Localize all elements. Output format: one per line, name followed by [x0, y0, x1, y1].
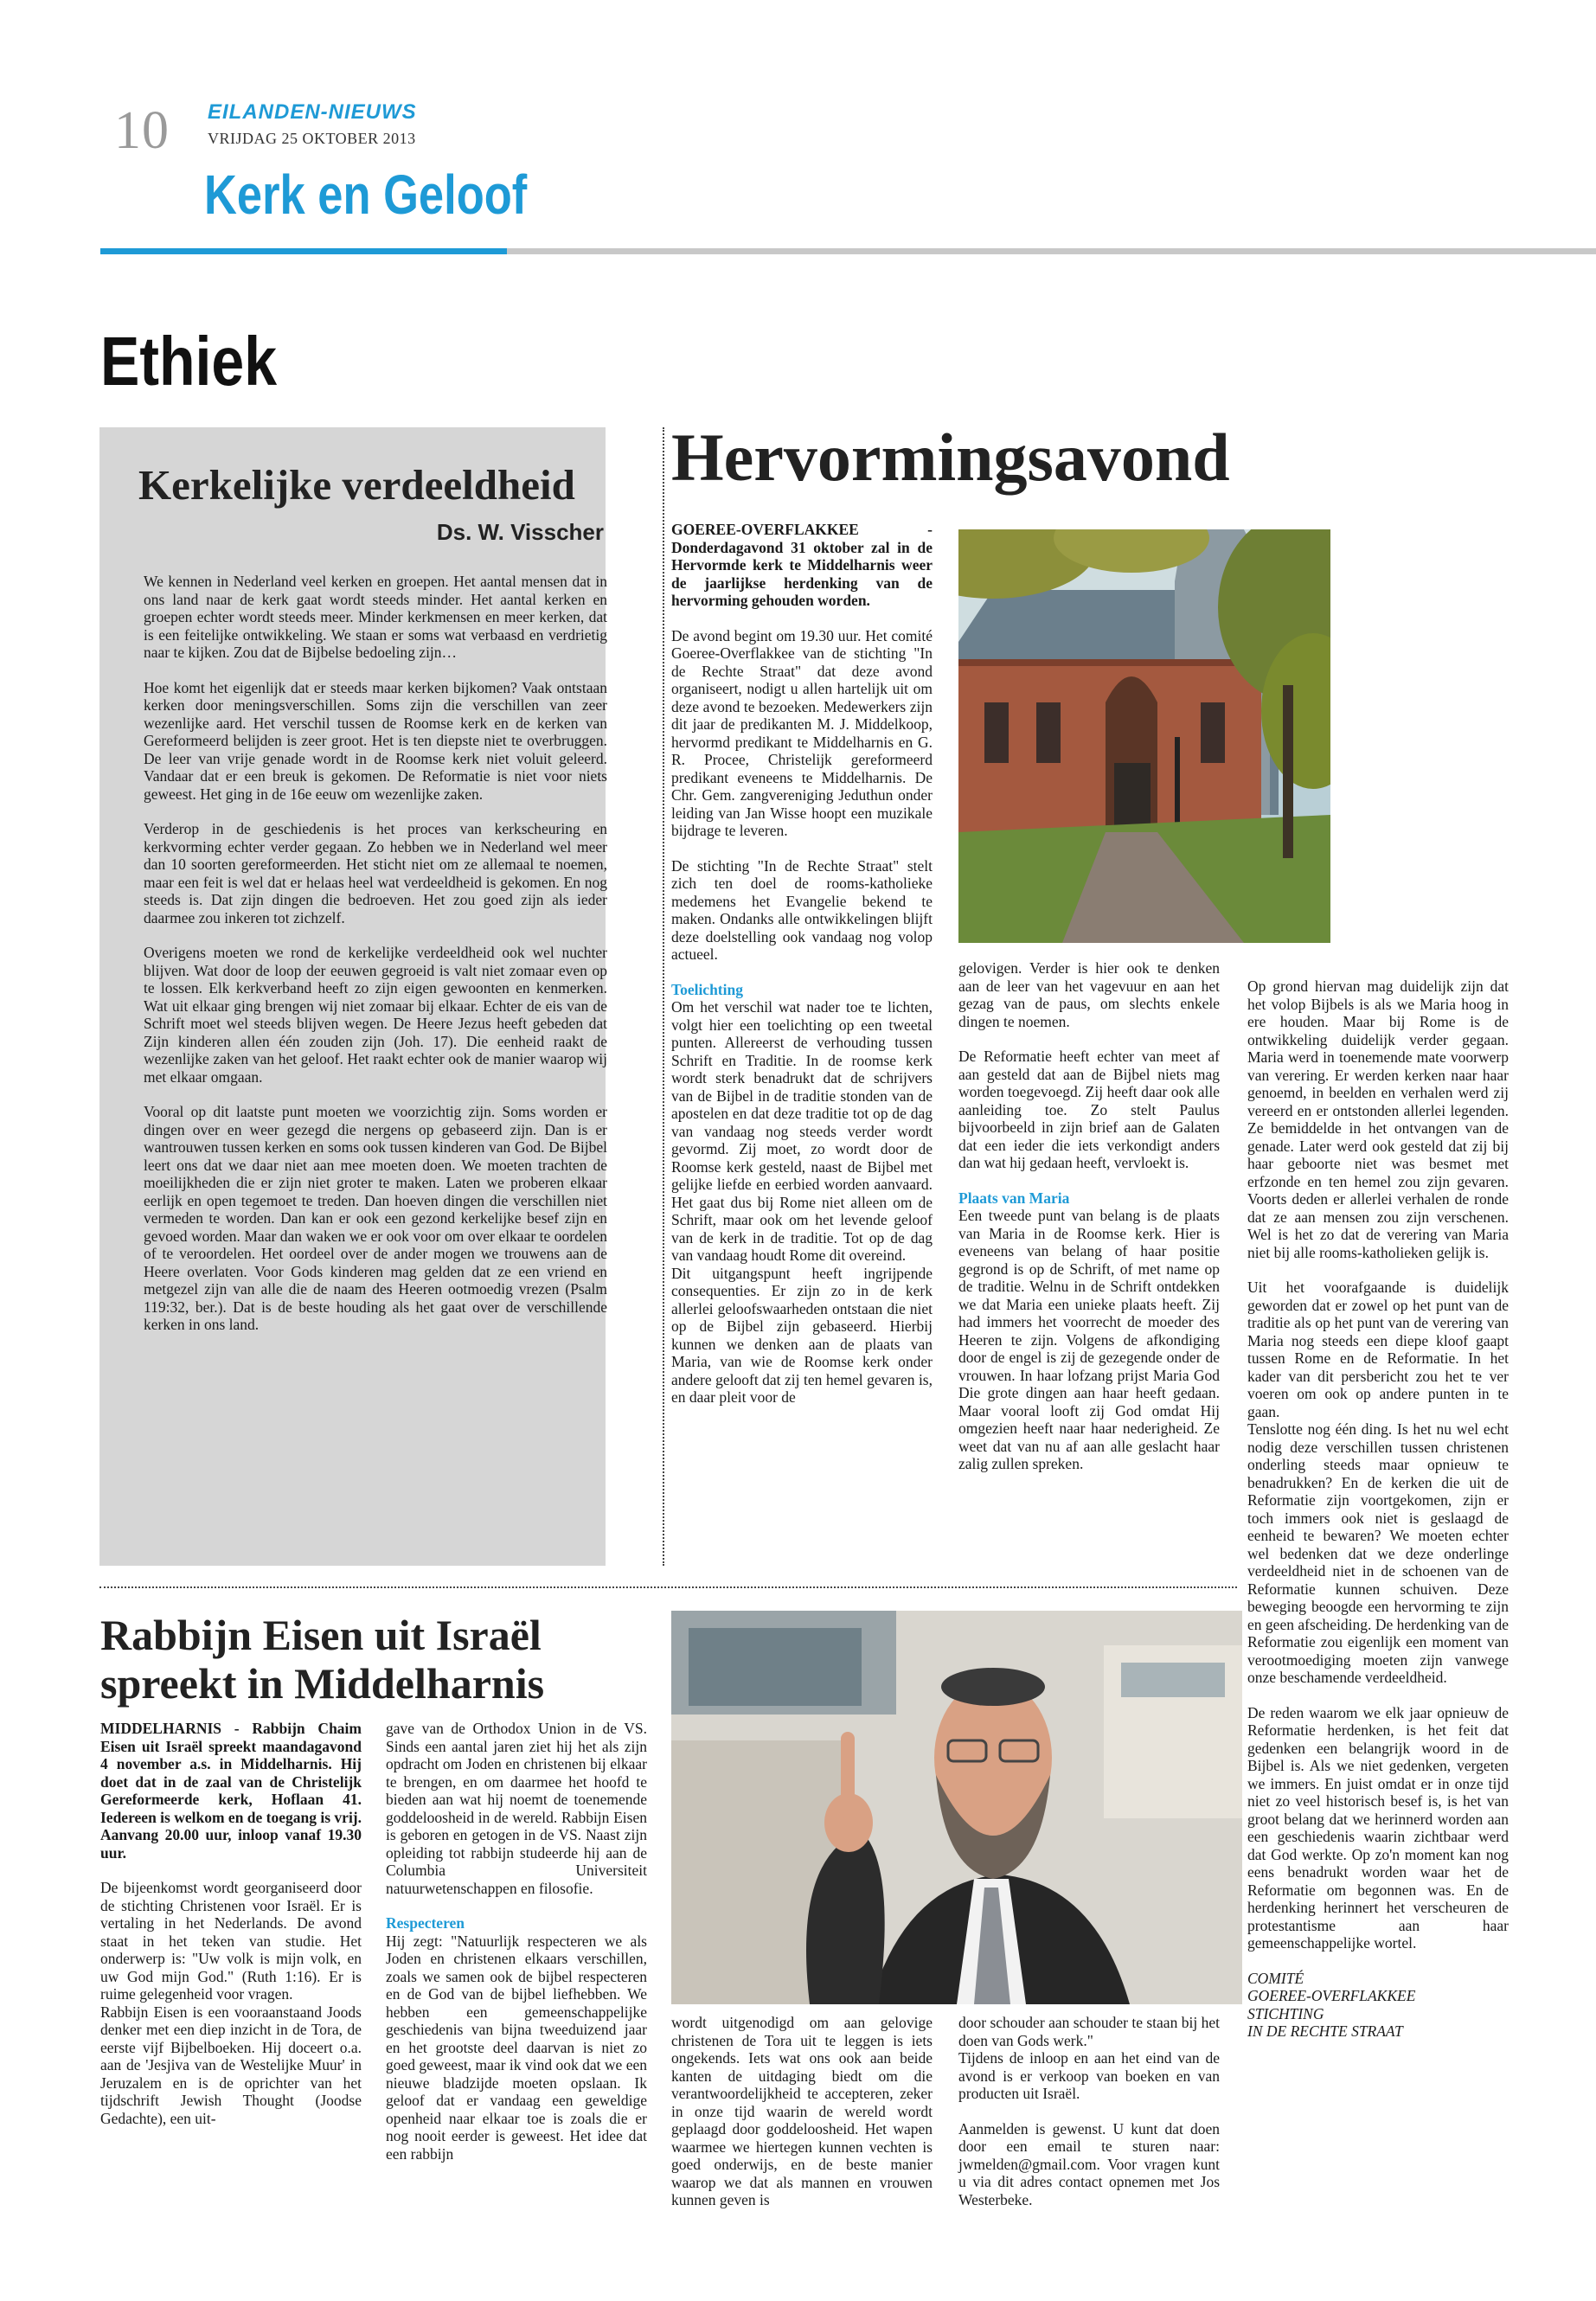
article-paragraph: De reden waarom we elk jaar opnieuw de Reformatie herdenken, is het feit dat gedenken een belangrijk woord in de Bijbel is. Als we niet gedenken, vergeten we immers. En juist omdat er in onze tijd niet zo veel historisch besef is, is het van groot belang dat we herinnerd worden aan een geschiedenis waarin zichtbaar werd dat God werkte. Op zo'n moment kan nog eens benadrukt worden waar het de Reformatie om begonnen was. En de herdenking herinnert het verscheuren de protestantisme aan haar gemeenschappelijke wortel. — [1247, 1703, 1509, 1952]
essay-paragraph: Overigens moeten we rond de kerkelijke verdeeldheid ook wel nuchter blijven. Wat door de loop der eeuwen gegroeid is valt niet zomaar even op te lossen. Elk kerkverband heeft zo zijn eigen gewoonten en kenmerken. Wat uit elkaar ging brengen wij niet zomaar bij elkaar. Echter de eis van de Schrift moet wel steeds blijven wegen. De Heere Jezus heeft gebeden dat Zijn kinderen allen één zouden zijn (Joh. 17). Die eenheid raakt de wezenlijke zaken van het geloof. Het raakt echter ook de manier waarop wij met elkaar omgaan. — [144, 944, 607, 1086]
article-paragraph: Om het verschil wat nader toe te lichten, volgt hier een toelichting op een tweetal punten. Allereerst de verhouding tussen Schrift en Traditie. In de roomse kerk wordt sterk benadrukt dat de schrijvers van de Bijbel in de traditie stonden van de apostelen en dat deze traditie tot op de dag van vandaag nog steeds verder wordt gevormd. Zij moet, zo wordt door de Roomse kerk gesteld, naast de Bijbel met gelijke liefde en eerbied worden aanvaard. Het gaat dus bij Rome niet alleen om de Schrift, maar ook om het levende geloof van de kerk in de traditie. Tot op de dag van vandaag houdt Rome dit overeind. — [671, 998, 933, 1264]
section-title: Kerk en Geloof — [204, 163, 528, 226]
article-paragraph: gelovigen. Verder is hier ook te denken aan de leer van het vagevuur en aan het gezag van de paus, om slechts enkele dingen te noemen. — [958, 959, 1220, 1030]
essay-author: Ds. W. Visscher — [436, 519, 604, 545]
article-paragraph: door schouder aan schouder te staan bij het doen van Gods werk." — [958, 2014, 1220, 2049]
rabbijn-column-3 — [671, 2014, 933, 2227]
column-divider — [663, 427, 664, 1566]
subheading: Toelichting — [671, 980, 743, 998]
essay-paragraph: Verderop in de geschiedenis is het proces van kerkscheuring en kerkvorming echter verder gegaan. Zo hebben we in Nederland wel meer dan 10 soorten gereformeerden. Het sticht niet om ze allemaal te noemen, maar een feit is wel dat er helaas heel wat verdeeldheid is gekomen. En nog steeds is. Dat zijn dingen die bedroeven. Het zou goed zijn als ieder daarmee zou inkeren tot zichzelf. — [144, 820, 607, 926]
signature-line: IN DE RECHTE STRAAT — [1247, 2022, 1403, 2040]
essay-paragraph: Hoe komt het eigenlijk dat er steeds maar kerken bijkomen? Vaak ontstaan kerken door meningsverschillen. Soms zijn die verschillen van zeer wezenlijke aard. Het verschil tussen de Roomse kerk en de kerken van Gereformeerd belijden is zeer groot. Het is ten diepste niet te overbruggen. De leer van vrije genade wordt in de Roomse kerk niet voluit geleerd. Vandaar dat er een breuk is gekomen. De Reformatie is niet voor niets geweest. Het ging in de 16e eeuw om wezenlijke zaken. — [144, 678, 607, 803]
signature-line: GOEREE-OVERFLAKKEE — [1247, 1987, 1416, 2004]
rabbijn-column-2 — [386, 1720, 647, 2163]
rabbijn-column-4 — [958, 2014, 1220, 2226]
article-paragraph: Rabbijn Eisen is een vooraanstaand Joods denker met een diep inzicht in de Tora, de eerste vijf Bijbelboeken. Hij doceert o.a. aan de 'Jesjiva van de Westelijke Muur' in Jeruzalem en is de oprichter van het tijdschrift Jewish Thought (Joodse Gedachte), een uit- — [100, 2003, 362, 2127]
article-signature — [1247, 1970, 1509, 2041]
hervorming-column-1 — [671, 521, 933, 1407]
essay-paragraph: We kennen in Nederland veel kerken en groepen. Het aantal mensen dat in ons land naar de kerk gaat wordt steeds minder. Het aantal kerken en groepen echter wordt steeds meer. Minder kerkmensen en meer kerken, dat is een feitelijke ontwikkeling. We staan er soms wat verbaasd en verdrietig naar te kijken. Zou dat de Bijbelse bedoeling zijn… — [144, 573, 607, 661]
essay-title: Kerkelijke verdeeldheid — [138, 461, 575, 509]
article-paragraph: gave van de Orthodox Union in de VS. Sinds een aantal jaren ziet hij het als zijn opdracht om Joden en christenen bij elkaar te brengen, en om daarmee het hoofd te bieden aan wat hij noemt de toenemende goddeloosheid in de wereld. Rabbijn Eisen is geboren en getogen in de VS. Naast zijn opleiding tot rabbijn studeerde hij aan de Columbia Universiteit natuurwetenschappen en filosofie. — [386, 1720, 647, 1897]
publication-date: VRIJDAG 25 OKTOBER 2013 — [208, 130, 416, 147]
article-paragraph: De stichting "In de Rechte Straat" stelt zich ten doel de rooms-katholieke medemens het Evangelie bekend te maken. Ondanks alle ontwikkelingen blijft deze doelstelling ook vandaag nog volop actueel. — [671, 856, 933, 963]
column-title: Ethiek — [100, 323, 278, 400]
article-paragraph: De bijeenkomst wordt georganiseerd door de stichting Christenen voor Israël. Er is vertaling in het Nederlands. De avond staat in het teken van studie. Het onderwerp is: "Uw volk is mijn volk, en uw God mijn God." (Ruth 1:16). Er is ruime gelegenheid voor vragen. — [100, 1879, 362, 2003]
section-rule-accent — [100, 248, 507, 254]
article-paragraph: Tenslotte nog één ding. Is het nu wel echt nodig deze verschillen tussen christenen onderling steeds maar opnieuw te benadrukken? En de kerken die uit de Reformatie zijn voortgekomen, zijn er toch immers ook niet is geslaagd de eenheid te bewaren? We moeten echter wel bedenken dat we deze onderlinge verdeeldheid niet in de schoenen van de Reformatie kunnen schuiven. Deze beweging beoogde een hervorming te zijn en geen afscheiding. De herdenking van de Reformatie zou eigenlijk een moment van verootmoediging moeten zijn vanwege onze beschamende verdeeldheid. — [1247, 1420, 1509, 1686]
article-divider — [99, 1586, 1237, 1588]
article-headline: Rabbijn Eisen uit Israël spreekt in Middelharnis — [100, 1611, 545, 1708]
article-headline: Hervormingsavond — [671, 420, 1230, 495]
hervorming-column-3 — [1247, 977, 1509, 2041]
article-paragraph: De avond begint om 19.30 uur. Het comité Goeree-Overflakkee van de stichting "In de Rechte Straat" dat deze avond organiseert, nodigt u allen hartelijk uit om deze avond te bezoeken. Medewerkers zijn dit jaar de predikanten M. J. Middelkoop, hervormd predikant te Middelharnis en G. R. Procee, Christelijk gereformeerd predikant eveneens te Middelharnis. De Chr. Gem. zangvereniging Jeduthun onder leiding van Jan Wisse hoopt een muzikale bijdrage te leveren. — [671, 626, 933, 839]
article-paragraph: Aanmelden is gewenst. U kunt dat doen door een email te sturen naar: jwmelden@gmail.com. Voor vragen kunt u via dit adres contact opnemen met Jos Westerbeke. — [958, 2119, 1220, 2208]
page-number: 10 — [114, 101, 170, 160]
article-paragraph: wordt uitgenodigd om aan gelovige christenen de Tora uit te leggen is iets ongekends. Iets wat ons ook aan beide kanten de uitdaging biedt om die verantwoordelijkheid te accepteren, zeker in onze tijd waarin de wereld wordt geplaagd door goddeloosheid. Het wapen waarmee we hiertegen kunnen vechten is goed onderwijs, en de beste manier waarop we dat als mannen en vrouwen kunnen geven is — [671, 2014, 933, 2208]
article-paragraph: Dit uitgangspunt heeft ingrijpende consequenties. Er zijn zo in de kerk allerlei geloofswaarheden ontstaan die niet op de Bijbel zijn gebaseerd. Hierbij kunnen we denken aan de plaats van Maria, van wie de Roomse kerk onder andere gelooft dat zij ten hemel gevaren is, en daar pleit voor de — [671, 1264, 933, 1406]
article-paragraph: Tijdens de inloop en aan het eind van de avond is er verkoop van boeken en van producten uit Israël. — [958, 2049, 1220, 2102]
article-paragraph: Op grond hiervan mag duidelijk zijn dat het volop Bijbels is als we Maria hoog in ere houden. Maar bij Rome is de ontwikkeling duidelijk verder gegaan. Maria werd in toenemende mate voorwerp van verering. Er werden kerken naar haar genoemd, in beelden en verhalen werd zij vereerd en er ontstonden allerlei legenden. Ze bemiddelde in het ontvangen van de genade. Later werd ook gesteld dat zij bij haar geboorte niet was besmet met erfzonde en ten hemel zou zijn gevaren. Voorts deden er allerlei verhalen de ronde dat ze aan mensen zou zijn verschenen. Wel is het zo dat de verering van Maria niet bij alle rooms-katholieken gelijk is. — [1247, 977, 1509, 1261]
article-lead: MIDDELHARNIS - Rabbijn Chaim Eisen uit Israël spreekt maandagavond 4 november a.s. in Middelharnis. Hij doet dat in de zaal van de Christelijk Gereformeerde kerk, Hoflaan 41. Iedereen is welkom en de toegang is vrij. Aanvang 20.00 uur, inloop vanaf 19.30 uur. — [100, 1720, 362, 1862]
article-paragraph: Hij zegt: "Natuurlijk respecteren we als Joden en christenen elkaars verschillen, zoals we samen ook de bijbel respecteren en de God van de bijbel liefhebben. We hebben een gemeenschappelijke geschiedenis van bijna tweeduizend jaar en het grootste deel daarvan is niet zo goed geweest, maar ik vind ook dat we een nieuwe bladzijde moeten opslaan. Ik geloof dat er vandaag een geweldige openheid naar elkaar toe is zoals die er nog nooit eerder is geweest. Het idee dat een rabbijn — [386, 1932, 647, 2163]
article-paragraph: Uit het voorafgaande is duidelijk geworden dat er zowel op het punt van de traditie als op het punt van de verering van Maria nog steeds een diepe kloof gaapt tussen Rome en de Reformatie. In het kader van dit persbericht zou het te ver voeren om ook op andere punten in te gaan. — [1247, 1279, 1509, 1420]
essay-paragraph: Vooral op dit laatste punt moeten we voorzichtig zijn. Soms worden er dingen over en weer gezegd die nergens op gebaseerd zijn. Dan is er wantrouwen tussen kerken en soms ook tussen kinderen van God. De Bijbel leert ons dat we daar niet aan mee moeten doen. We moeten trachten de moeilijkheden die er zijn niet groter te maken. Laten we proberen elkaar eerlijk en open tegemoet te treden. Dan hoeven dingen die verschillen niet vermeden te worden. Dan kan er ook een gezond kerkelijke besef zijn en gevoed worden. Maar dan waken we er ook voor om over elkaar te oordelen of te veroordelen. Het oordeel over de ander mogen we trouwens aan de Heere overlaten. Voor Gods kinderen mag gelden dat ze een vriend en metgezel zijn van alle die de naam des Heeren ootmoedig vrezen (Psalm 119:32, ber.). Dat is de beste houding als het gaat over de verschillende kerken in ons land. — [144, 1103, 607, 1333]
newspaper-masthead: EILANDEN-NIEUWS — [208, 100, 417, 124]
subheading: Plaats van Maria — [958, 1189, 1070, 1207]
section-rule — [507, 248, 1596, 254]
article-paragraph: De Reformatie heeft echter van meet af aan gesteld dat aan de Bijbel niets mag worden toegevoegd. Zij heeft daar ook alle aanleiding toe. Zo stelt Paulus bijvoorbeeld in zijn brief aan de Galaten dat een ieder die iets verkondigt anders dan wat hij gedaan heeft, vervloekt is. — [958, 1048, 1220, 1171]
church-photo — [958, 529, 1330, 943]
essay-body — [144, 573, 607, 1351]
article-paragraph: Een tweede punt van belang is de plaats van Maria in de Roomse kerk. Hier is eveneens van belang of haar positie gegrond is op de Schrift, of met name op de traditie. Welnu in de Schrift ontdekken we dat Maria een unieke plaats heeft. Zij had immers het voorrecht de moeder des Heeren te zijn. Volgens de afkondiging door de engel is zij de gezegende onder de vrouwen. In haar lofzang prijst Maria God Die grote dingen aan haar heeft gedaan. Maar vooral looft zij God omdat Hij omgezien heeft naar haar nederigheid. Ze weet dat van nu af aan alle geslacht haar zalig zullen spreken. — [958, 1207, 1220, 1472]
hervorming-column-2 — [958, 959, 1220, 1473]
rabbi-photo — [671, 1611, 1242, 2004]
article-lead: GOEREE-OVERFLAKKEE - Donderdagavond 31 oktober zal in de Hervormde kerk te Middelharnis weer de jaarlijkse herdenking van de hervorming gehouden worden. — [671, 521, 933, 609]
signature-line: STICHTING — [1247, 2004, 1324, 2022]
subheading: Respecteren — [386, 1914, 465, 1932]
signature-line: COMITÉ — [1247, 1969, 1304, 1987]
rabbijn-column-1 — [100, 1720, 362, 2127]
